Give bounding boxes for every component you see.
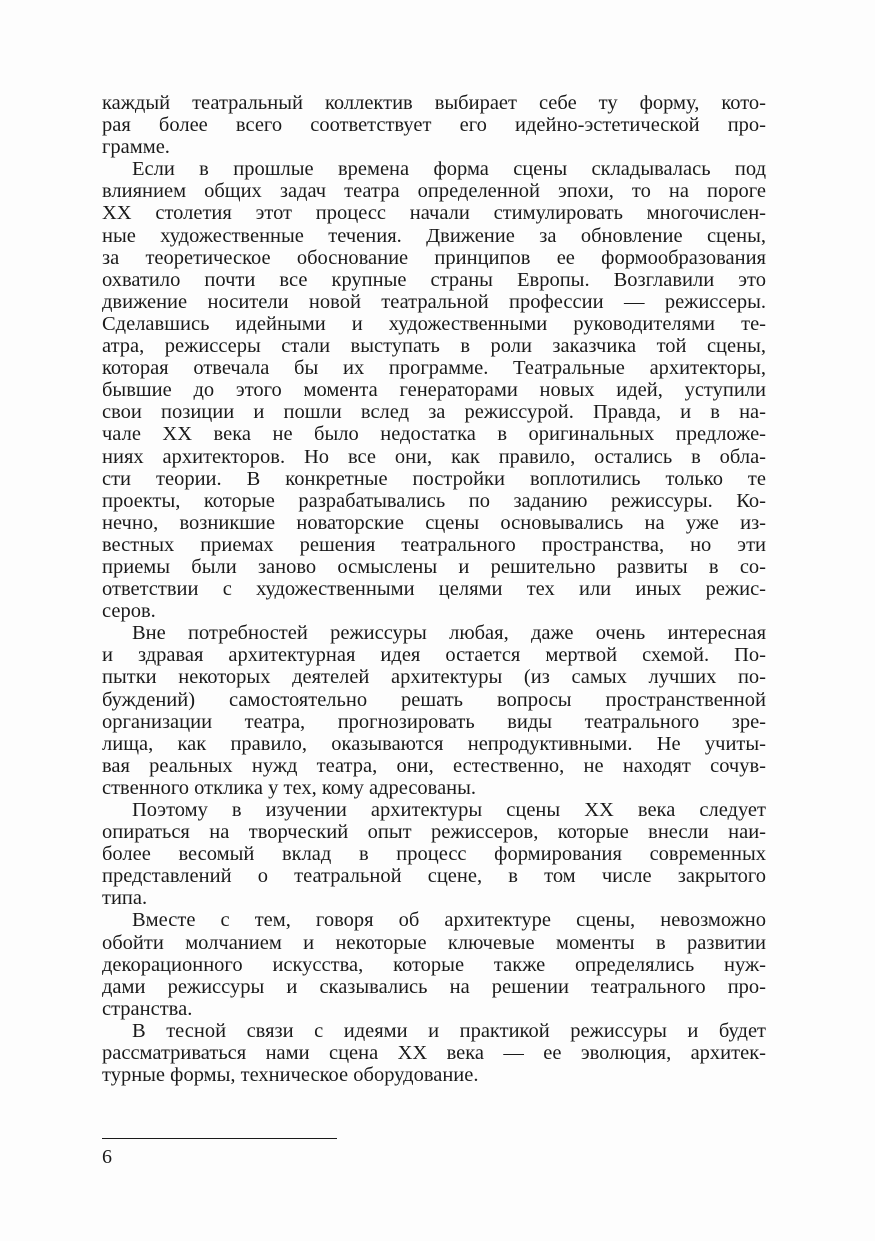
text-line: каждый театральный коллектив выбирает себе ту форму, кото- [102,92,766,114]
paragraph [102,1020,766,1086]
paragraph [102,909,766,1019]
text-line: Вместе с тем, говоря об архитектуре сцены, невозможно [132,909,766,932]
text-line: которая отвечала бы их программе. Театральные архитекторы, [102,357,766,380]
paragraph [102,622,766,799]
footnote-separator [102,1138,337,1139]
text-line: влиянием общих задач театра определенной эпохи, то на пороге [102,180,766,203]
text-line: атра, режиссеры стали выступать в роли заказчика той сцены, [102,335,766,358]
text-line: охватило почти все крупные страны Европы. Возглавили это [102,268,766,291]
text-line: движение носители новой театральной профессии — режиссеры. [102,290,766,313]
text-line: приемы были заново осмыслены и решительно развиты в со- [102,555,766,578]
text-line: опираться на творческий опыт режиссеров, которые внесли наи- [102,821,766,844]
text-line: более весомый вклад в процесс формирования современных [102,843,766,866]
text-line: Если в прошлые времена форма сцены складывалась под [132,158,766,181]
text-line: серов. [102,600,156,623]
text-line: свои позиции и пошли вслед за режиссурой. Правда, и в на- [102,401,766,424]
text-line: XX столетия этот процесс начали стимулировать многочислен- [102,202,766,225]
paragraph [102,92,766,158]
text-line: Вне потребностей режиссуры любая, даже очень интересная [132,622,766,645]
text-line: бывшие до этого момента генераторами новых идей, уступили [102,379,766,402]
text-line: турные формы, техническое оборудование. [102,1064,479,1087]
text-line: типа. [102,887,148,910]
text-line: ниях архитекторов. Но все они, как правило, остались в обла- [102,445,766,468]
text-line: вестных приемах решения театрального пространства, но эти [102,533,766,556]
text-line: декорационного искусства, которые также определялись нуж- [102,953,766,976]
text-line: Сделавшись идейными и художественными руководителями те- [102,312,766,335]
text-line: представлений о театральной сцене, в том числе закрытого [102,865,766,888]
paragraph [102,158,766,622]
body-text [102,92,766,1086]
text-line: странства. [102,997,193,1020]
paragraph [102,799,766,909]
text-line: вая реальных нужд театра, они, естественно, не находят сочув- [102,754,766,777]
text-line: проекты, которые разрабатывались по заданию режиссуры. Ко- [102,489,766,512]
text-line: и здравая архитектурная идея остается мертвой схемой. По- [102,644,766,667]
text-line: за теоретическое обоснование принципов ее формообразования [102,246,766,269]
text-line: пытки некоторых деятелей архитектуры (из самых лучших по- [102,666,766,689]
text-line: рая более всего соответствует его идейно-эстетической про- [102,114,766,137]
text-line: В тесной связи с идеями и практикой режиссуры и будет [132,1019,766,1042]
text-line: нечно, возникшие новаторские сцены основывались на уже из- [102,511,766,534]
text-line: дами режиссуры и сказывались на решении театрального про- [102,975,766,998]
text-line: грамме. [102,136,170,159]
text-line: ответствии с художественными целями тех или иных режис- [102,578,766,601]
text-line: рассматриваться нами сцена XX века — ее эволюция, архитек- [102,1042,766,1065]
text-line: буждений) самостоятельно решать вопросы пространственной [102,688,766,711]
text-line: ственного отклика у тех, кому адресованы. [102,776,477,799]
page-number: 6 [102,1146,112,1168]
text-line: лища, как правило, оказываются непродуктивными. Не учиты- [102,732,766,755]
text-line: организации театра, прогнозировать виды театрального зре- [102,710,766,733]
text-line: ные художественные течения. Движение за обновление сцены, [102,224,766,247]
text-line: сти теории. В конкретные постройки воплотились только те [102,467,766,490]
text-line: обойти молчанием и некоторые ключевые моменты в развитии [102,931,766,954]
text-line: чале XX века не было недостатка в оригинальных предложе- [102,423,766,446]
text-line: Поэтому в изучении архитектуры сцены XX века следует [132,799,766,821]
